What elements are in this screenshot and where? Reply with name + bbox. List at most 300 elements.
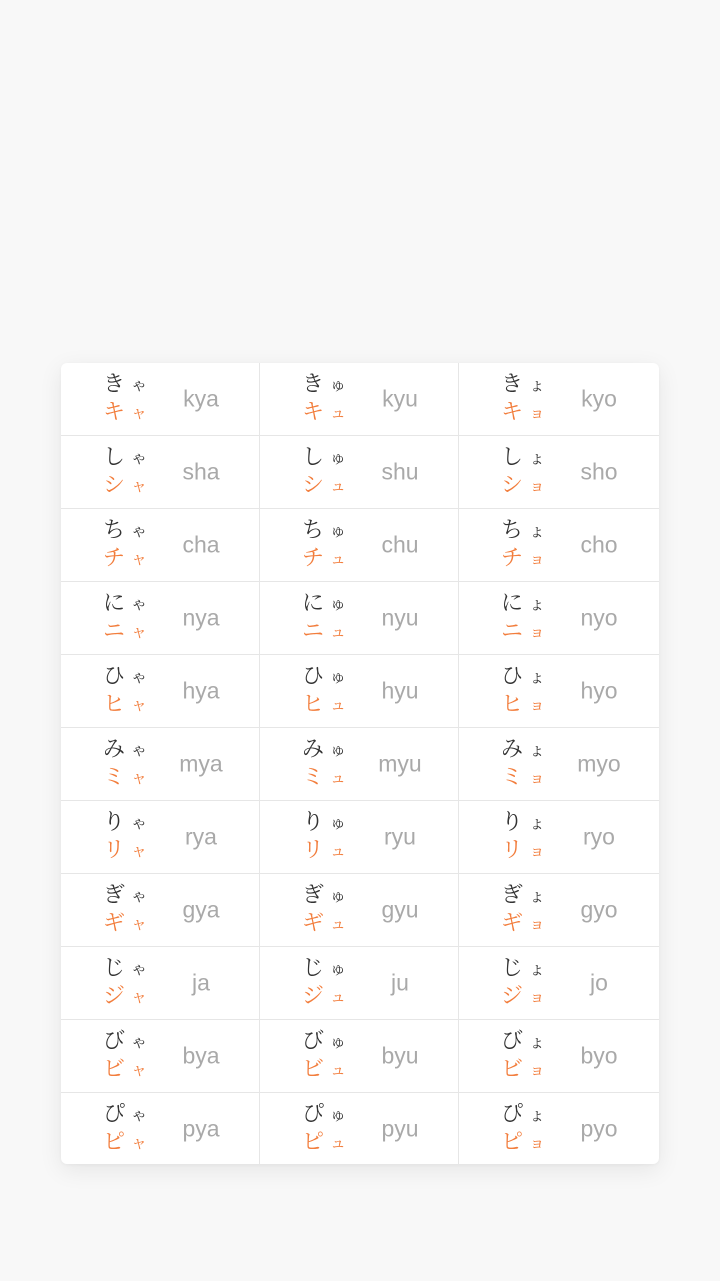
hiragana-small: ゅ <box>330 448 347 467</box>
hiragana-main: に <box>302 591 325 616</box>
hiragana-small: ょ <box>529 375 546 394</box>
kana-row <box>61 1020 659 1093</box>
katakana-main: ミ <box>501 765 524 790</box>
kana-stack <box>103 1101 147 1157</box>
hiragana-row <box>501 809 545 837</box>
romaji-label: bya <box>182 1042 220 1069</box>
katakana-small: ョ <box>529 987 546 1006</box>
katakana-main: ジ <box>302 984 325 1009</box>
romaji-label: mya <box>179 750 223 777</box>
katakana-small: ュ <box>330 768 347 787</box>
hiragana-row <box>501 663 545 691</box>
hiragana-main: し <box>302 445 325 470</box>
kana-cell-pyu[interactable] <box>260 1093 459 1164</box>
hiragana-small: ょ <box>529 740 546 759</box>
katakana-small: ョ <box>529 695 546 714</box>
kana-stack <box>302 736 346 792</box>
hiragana-small: ゅ <box>330 740 347 759</box>
romaji-label: chu <box>381 531 419 558</box>
hiragana-row <box>103 736 147 764</box>
hiragana-small: ゅ <box>330 1105 347 1124</box>
kana-cell-kyo[interactable] <box>459 363 659 435</box>
kana-cell-nyo[interactable] <box>459 582 659 654</box>
katakana-main: リ <box>103 838 126 863</box>
hiragana-row <box>501 444 545 472</box>
kana-stack <box>302 882 346 938</box>
hiragana-main: し <box>103 445 126 470</box>
kana-stack <box>103 809 147 865</box>
katakana-row <box>501 691 545 719</box>
kana-stack <box>103 882 147 938</box>
romaji-label: cha <box>182 531 220 558</box>
romaji-label: kyu <box>382 385 418 412</box>
kana-stack <box>103 517 147 573</box>
katakana-small: ュ <box>330 1060 347 1079</box>
katakana-row <box>302 1056 346 1084</box>
katakana-main: ジ <box>103 984 126 1009</box>
romaji-label: hyu <box>381 677 419 704</box>
hiragana-small: ゃ <box>131 813 148 832</box>
katakana-row <box>302 691 346 719</box>
romaji-label: gyo <box>580 896 618 923</box>
katakana-row <box>302 910 346 938</box>
hiragana-main: ぎ <box>501 883 524 908</box>
hiragana-row <box>103 882 147 910</box>
katakana-row <box>302 837 346 865</box>
hiragana-main: み <box>302 737 325 762</box>
romaji-label: kyo <box>581 385 617 412</box>
hiragana-row <box>501 736 545 764</box>
katakana-small: ャ <box>131 549 148 568</box>
hiragana-main: き <box>302 372 325 397</box>
kana-cell-byu[interactable] <box>260 1020 459 1092</box>
katakana-row <box>501 910 545 938</box>
kana-cell-ju[interactable] <box>260 947 459 1019</box>
kana-stack <box>501 517 545 573</box>
hiragana-small: ょ <box>529 594 546 613</box>
katakana-main: ピ <box>103 1130 126 1155</box>
kana-cell-sha[interactable] <box>61 436 260 508</box>
kana-row <box>61 655 659 728</box>
kana-stack <box>302 1028 346 1084</box>
kana-stack <box>103 663 147 719</box>
kana-cell-ja[interactable] <box>61 947 260 1019</box>
katakana-small: ョ <box>529 1133 546 1152</box>
hiragana-main: ぴ <box>103 1102 126 1127</box>
hiragana-row <box>501 955 545 983</box>
romaji-label: pyo <box>580 1115 618 1142</box>
katakana-main: ニ <box>501 619 524 644</box>
katakana-main: ミ <box>103 765 126 790</box>
hiragana-main: ぴ <box>302 1102 325 1127</box>
katakana-row <box>103 1129 147 1157</box>
hiragana-main: り <box>103 810 126 835</box>
hiragana-main: じ <box>302 956 325 981</box>
hiragana-row <box>501 517 545 545</box>
hiragana-row <box>302 736 346 764</box>
katakana-main: ヒ <box>501 692 524 717</box>
yoon-kana-grid <box>61 363 659 1164</box>
hiragana-main: に <box>501 591 524 616</box>
katakana-small: ュ <box>330 695 347 714</box>
romaji-label: nya <box>182 604 220 631</box>
kana-stack <box>302 371 346 427</box>
kana-cell-gyo[interactable] <box>459 874 659 946</box>
hiragana-row <box>302 517 346 545</box>
kana-stack <box>501 1028 545 1084</box>
hiragana-main: ひ <box>501 664 524 689</box>
katakana-main: リ <box>501 838 524 863</box>
katakana-row <box>103 764 147 792</box>
katakana-main: ギ <box>103 911 126 936</box>
kana-cell-cho[interactable] <box>459 509 659 581</box>
katakana-small: ョ <box>529 403 546 422</box>
katakana-row <box>302 764 346 792</box>
romaji-label: sha <box>182 458 220 485</box>
kana-cell-myo[interactable] <box>459 728 659 800</box>
katakana-row <box>501 472 545 500</box>
hiragana-small: ゃ <box>131 521 148 540</box>
katakana-small: ュ <box>330 1133 347 1152</box>
hiragana-small: ゃ <box>131 1032 148 1051</box>
romaji-label: nyu <box>381 604 419 631</box>
hiragana-small: ゃ <box>131 959 148 978</box>
katakana-small: ャ <box>131 987 148 1006</box>
kana-stack <box>501 663 545 719</box>
kana-cell-pyo[interactable] <box>459 1093 659 1164</box>
katakana-main: ビ <box>302 1057 325 1082</box>
hiragana-row <box>103 1028 147 1056</box>
kana-row <box>61 874 659 947</box>
hiragana-main: ち <box>501 518 524 543</box>
kana-cell-kya[interactable] <box>61 363 260 435</box>
katakana-main: チ <box>302 546 325 571</box>
hiragana-row <box>103 809 147 837</box>
kana-stack <box>501 371 545 427</box>
katakana-row <box>302 545 346 573</box>
kana-cell-nya[interactable] <box>61 582 260 654</box>
hiragana-small: ゅ <box>330 886 347 905</box>
romaji-label: cho <box>580 531 618 558</box>
romaji-label: kya <box>183 385 219 412</box>
hiragana-small: ゅ <box>330 667 347 686</box>
katakana-row <box>103 837 147 865</box>
romaji-label: gyu <box>381 896 419 923</box>
kana-stack <box>302 663 346 719</box>
katakana-main: キ <box>103 400 126 425</box>
hiragana-small: ょ <box>529 1032 546 1051</box>
hiragana-row <box>302 371 346 399</box>
kana-cell-kyu[interactable] <box>260 363 459 435</box>
romaji-label: pyu <box>381 1115 419 1142</box>
hiragana-small: ゃ <box>131 448 148 467</box>
kana-cell-nyu[interactable] <box>260 582 459 654</box>
katakana-row <box>302 399 346 427</box>
kana-row <box>61 1093 659 1164</box>
katakana-small: ョ <box>529 476 546 495</box>
hiragana-row <box>501 1028 545 1056</box>
hiragana-small: ゃ <box>131 375 148 394</box>
katakana-main: ピ <box>501 1130 524 1155</box>
hiragana-row <box>103 663 147 691</box>
katakana-row <box>501 1129 545 1157</box>
hiragana-small: ゅ <box>330 594 347 613</box>
hiragana-main: び <box>103 1029 126 1054</box>
katakana-small: ュ <box>330 403 347 422</box>
hiragana-main: び <box>501 1029 524 1054</box>
katakana-main: リ <box>302 838 325 863</box>
katakana-row <box>302 1129 346 1157</box>
katakana-small: ュ <box>330 841 347 860</box>
katakana-small: ョ <box>529 841 546 860</box>
kana-stack <box>302 1101 346 1157</box>
romaji-label: myo <box>577 750 621 777</box>
kana-row <box>61 509 659 582</box>
hiragana-row <box>103 955 147 983</box>
katakana-small: ャ <box>131 768 148 787</box>
kana-cell-chu[interactable] <box>260 509 459 581</box>
kana-stack <box>103 1028 147 1084</box>
katakana-main: キ <box>302 400 325 425</box>
hiragana-main: ち <box>103 518 126 543</box>
katakana-small: ョ <box>529 622 546 641</box>
katakana-main: シ <box>302 473 325 498</box>
kana-cell-ryo[interactable] <box>459 801 659 873</box>
hiragana-row <box>302 663 346 691</box>
kana-cell-cha[interactable] <box>61 509 260 581</box>
hiragana-small: ゃ <box>131 667 148 686</box>
hiragana-row <box>501 371 545 399</box>
kana-cell-bya[interactable] <box>61 1020 260 1092</box>
romaji-label: nyo <box>580 604 618 631</box>
katakana-row <box>103 983 147 1011</box>
katakana-small: ャ <box>131 1133 148 1152</box>
katakana-main: キ <box>501 400 524 425</box>
katakana-row <box>103 472 147 500</box>
hiragana-main: り <box>501 810 524 835</box>
kana-row <box>61 801 659 874</box>
katakana-small: ャ <box>131 695 148 714</box>
romaji-label: ryu <box>384 823 416 850</box>
hiragana-small: ゅ <box>330 959 347 978</box>
katakana-small: ョ <box>529 914 546 933</box>
katakana-main: ジ <box>501 984 524 1009</box>
kana-stack <box>103 371 147 427</box>
romaji-label: hyo <box>580 677 618 704</box>
hiragana-row <box>302 882 346 910</box>
hiragana-row <box>302 1028 346 1056</box>
katakana-row <box>501 545 545 573</box>
kana-cell-sho[interactable] <box>459 436 659 508</box>
katakana-small: ャ <box>131 476 148 495</box>
hiragana-main: み <box>501 737 524 762</box>
katakana-row <box>103 399 147 427</box>
romaji-label: jo <box>590 969 608 996</box>
kana-cell-rya[interactable] <box>61 801 260 873</box>
romaji-label: byu <box>381 1042 419 1069</box>
kana-stack <box>103 736 147 792</box>
kana-stack <box>501 955 545 1011</box>
katakana-small: ュ <box>330 914 347 933</box>
kana-cell-jo[interactable] <box>459 947 659 1019</box>
hiragana-main: み <box>103 737 126 762</box>
katakana-row <box>103 910 147 938</box>
hiragana-main: き <box>103 372 126 397</box>
katakana-main: シ <box>501 473 524 498</box>
hiragana-small: ゅ <box>330 813 347 832</box>
hiragana-row <box>103 590 147 618</box>
katakana-small: ャ <box>131 841 148 860</box>
katakana-small: ャ <box>131 914 148 933</box>
katakana-main: ギ <box>302 911 325 936</box>
romaji-label: ja <box>192 969 210 996</box>
kana-row <box>61 582 659 655</box>
kana-stack <box>302 955 346 1011</box>
hiragana-small: ゅ <box>330 521 347 540</box>
katakana-main: ギ <box>501 911 524 936</box>
kana-cell-hya[interactable] <box>61 655 260 727</box>
hiragana-row <box>103 517 147 545</box>
katakana-row <box>501 983 545 1011</box>
katakana-small: ュ <box>330 476 347 495</box>
hiragana-main: り <box>302 810 325 835</box>
kana-row <box>61 436 659 509</box>
katakana-row <box>103 691 147 719</box>
romaji-label: byo <box>580 1042 618 1069</box>
kana-stack <box>103 444 147 500</box>
katakana-main: シ <box>103 473 126 498</box>
hiragana-small: ゃ <box>131 886 148 905</box>
kana-stack <box>501 809 545 865</box>
romaji-label: ju <box>391 969 409 996</box>
kana-cell-pya[interactable] <box>61 1093 260 1164</box>
hiragana-row <box>501 882 545 910</box>
hiragana-main: び <box>302 1029 325 1054</box>
kana-cell-mya[interactable] <box>61 728 260 800</box>
katakana-main: ミ <box>302 765 325 790</box>
katakana-row <box>501 618 545 646</box>
kana-cell-hyo[interactable] <box>459 655 659 727</box>
kana-stack <box>302 517 346 573</box>
kana-row <box>61 947 659 1020</box>
katakana-main: ビ <box>501 1057 524 1082</box>
hiragana-row <box>302 444 346 472</box>
hiragana-row <box>302 590 346 618</box>
kana-cell-gya[interactable] <box>61 874 260 946</box>
hiragana-row <box>501 590 545 618</box>
katakana-main: ヒ <box>302 692 325 717</box>
katakana-small: ャ <box>131 622 148 641</box>
hiragana-main: に <box>103 591 126 616</box>
katakana-small: ョ <box>529 1060 546 1079</box>
katakana-row <box>501 399 545 427</box>
romaji-label: shu <box>381 458 419 485</box>
katakana-small: ュ <box>330 622 347 641</box>
hiragana-small: ゃ <box>131 740 148 759</box>
katakana-main: ビ <box>103 1057 126 1082</box>
kana-cell-shu[interactable] <box>260 436 459 508</box>
kana-cell-byo[interactable] <box>459 1020 659 1092</box>
kana-cell-hyu[interactable] <box>260 655 459 727</box>
kana-row <box>61 728 659 801</box>
katakana-small: ョ <box>529 768 546 787</box>
kana-stack <box>501 590 545 646</box>
katakana-row <box>501 764 545 792</box>
katakana-row <box>302 618 346 646</box>
romaji-label: rya <box>185 823 217 850</box>
hiragana-main: ひ <box>103 664 126 689</box>
kana-stack <box>501 444 545 500</box>
hiragana-row <box>103 371 147 399</box>
kana-row <box>61 363 659 436</box>
kana-stack <box>302 809 346 865</box>
hiragana-row <box>302 1101 346 1129</box>
hiragana-main: じ <box>501 956 524 981</box>
romaji-label: pya <box>182 1115 220 1142</box>
katakana-row <box>103 545 147 573</box>
hiragana-main: ひ <box>302 664 325 689</box>
hiragana-row <box>302 955 346 983</box>
kana-stack <box>501 736 545 792</box>
kana-stack <box>103 955 147 1011</box>
hiragana-main: ぴ <box>501 1102 524 1127</box>
hiragana-row <box>302 809 346 837</box>
katakana-small: ュ <box>330 549 347 568</box>
hiragana-small: ょ <box>529 448 546 467</box>
katakana-small: ュ <box>330 987 347 1006</box>
hiragana-main: き <box>501 372 524 397</box>
katakana-row <box>302 983 346 1011</box>
katakana-row <box>103 618 147 646</box>
hiragana-small: ゅ <box>330 375 347 394</box>
hiragana-small: ゃ <box>131 594 148 613</box>
romaji-label: sho <box>580 458 618 485</box>
katakana-row <box>501 837 545 865</box>
hiragana-small: ょ <box>529 667 546 686</box>
kana-cell-ryu[interactable] <box>260 801 459 873</box>
romaji-label: hya <box>182 677 220 704</box>
hiragana-small: ょ <box>529 1105 546 1124</box>
katakana-main: ヒ <box>103 692 126 717</box>
katakana-row <box>501 1056 545 1084</box>
hiragana-row <box>103 1101 147 1129</box>
hiragana-small: ゅ <box>330 1032 347 1051</box>
kana-stack <box>302 590 346 646</box>
hiragana-small: ゃ <box>131 1105 148 1124</box>
kana-cell-gyu[interactable] <box>260 874 459 946</box>
romaji-label: ryo <box>583 823 615 850</box>
hiragana-main: じ <box>103 956 126 981</box>
kana-stack <box>103 590 147 646</box>
kana-stack <box>302 444 346 500</box>
katakana-main: チ <box>103 546 126 571</box>
katakana-main: チ <box>501 546 524 571</box>
katakana-small: ョ <box>529 549 546 568</box>
katakana-small: ャ <box>131 403 148 422</box>
kana-cell-myu[interactable] <box>260 728 459 800</box>
hiragana-small: ょ <box>529 813 546 832</box>
kana-stack <box>501 882 545 938</box>
hiragana-row <box>103 444 147 472</box>
katakana-small: ャ <box>131 1060 148 1079</box>
kana-stack <box>501 1101 545 1157</box>
hiragana-main: ぎ <box>103 883 126 908</box>
hiragana-main: し <box>501 445 524 470</box>
hiragana-main: ち <box>302 518 325 543</box>
hiragana-small: ょ <box>529 959 546 978</box>
hiragana-small: ょ <box>529 886 546 905</box>
katakana-main: ニ <box>302 619 325 644</box>
